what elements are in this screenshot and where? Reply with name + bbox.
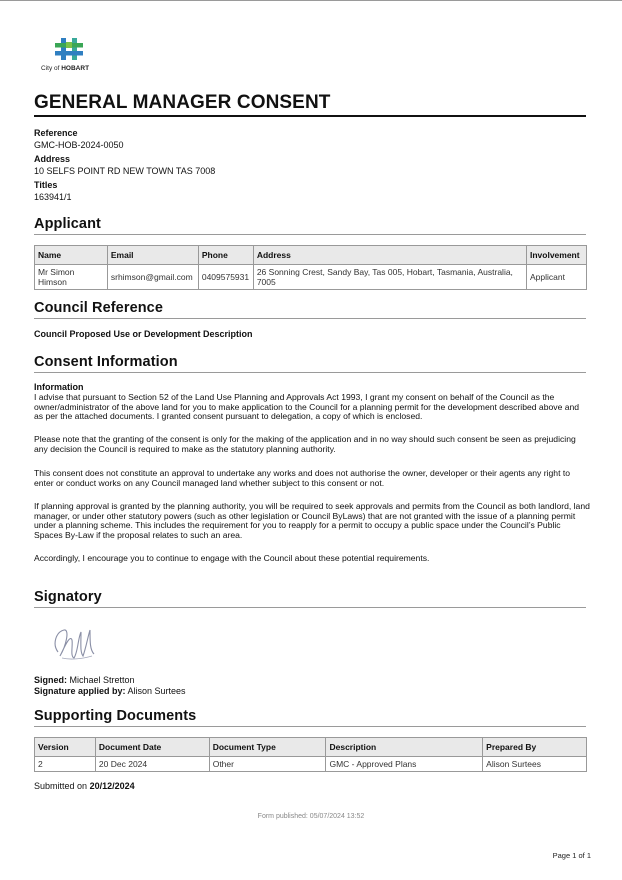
applied-value: Alison Surtees: [127, 686, 186, 696]
col-name: Name: [35, 246, 108, 265]
page-title: GENERAL MANAGER CONSENT: [34, 92, 586, 117]
applicant-table: [34, 245, 587, 290]
doc-type: Other: [209, 757, 326, 772]
doc-prepared-by: Alison Surtees: [483, 757, 587, 772]
logo-caption: [41, 65, 89, 72]
council-reference-heading: Council Reference: [34, 300, 586, 319]
council-reference-sub: Council Proposed Use or Development Description: [34, 329, 253, 339]
applicant-email: srhimson@gmail.com: [107, 265, 198, 290]
reference-label: Reference: [34, 128, 78, 138]
applicant-header-row: [35, 246, 587, 265]
consent-paragraph-5: Accordingly, I encourage you to continue to engage with the Council about these potential requirements.: [34, 553, 430, 563]
col-involvement: Involvement: [526, 246, 586, 265]
signed-label: Signed:: [34, 675, 67, 685]
consent-heading: Consent Information: [34, 354, 586, 373]
col-description: Description: [326, 738, 483, 757]
signed-value: Michael Stretton: [69, 675, 135, 685]
consent-paragraph-3: This consent does not constitute an approval to undertake any works and does not authorise the owner, developer or their agents any right to enter or conduct works on any Council managed land whether subject to this consent or not.: [34, 468, 571, 488]
titles-value: 163941/1: [34, 192, 72, 202]
col-address: Address: [253, 246, 526, 265]
top-rule: [0, 0, 622, 1]
address-label: Address: [34, 154, 71, 164]
applicant-name: Mr Simon Himson: [35, 265, 108, 290]
col-document-date: Document Date: [95, 738, 209, 757]
doc-date: 20 Dec 2024: [95, 757, 209, 772]
applied-label: Signature applied by:: [34, 686, 126, 696]
col-phone: Phone: [198, 246, 253, 265]
submitted-label: Submitted on: [34, 781, 88, 791]
signatory-heading: Signatory: [34, 589, 586, 608]
signature-applied-line: [34, 686, 186, 696]
information-label: Information: [34, 382, 84, 392]
signed-line: [34, 675, 135, 685]
table-row: [35, 265, 587, 290]
documents-header-row: [35, 738, 587, 757]
applicant-involvement: Applicant: [526, 265, 586, 290]
form-published: Form published: 05/07/2024 13:52: [257, 813, 365, 820]
logo-city-of: City of: [41, 65, 60, 72]
signature-image: [48, 622, 104, 668]
applicant-heading: Applicant: [34, 216, 586, 235]
titles-label: Titles: [34, 180, 58, 190]
applicant-phone: 0409575931: [198, 265, 253, 290]
submitted-date: 20/12/2024: [89, 781, 135, 791]
page-number: Page 1 of 1: [552, 851, 591, 860]
consent-paragraph-2: Please note that the granting of the consent is only for the making of the application and in no way should such consent be seen as prejudicing any decision the Council is required to make as the statutory planning authority.: [34, 434, 576, 454]
col-document-type: Document Type: [209, 738, 326, 757]
col-version: Version: [35, 738, 96, 757]
supporting-documents-heading: Supporting Documents: [34, 708, 586, 727]
col-email: Email: [107, 246, 198, 265]
submitted-line: [34, 781, 135, 791]
reference-value: GMC-HOB-2024-0050: [34, 140, 124, 150]
doc-description: GMC - Approved Plans: [326, 757, 483, 772]
doc-version: 2: [35, 757, 96, 772]
table-row: [35, 757, 587, 772]
supporting-documents-table: [34, 737, 587, 772]
address-value: 10 SELFS POINT RD NEW TOWN TAS 7008: [34, 166, 216, 176]
consent-paragraph-1: I advise that pursuant to Section 52 of the Land Use Planning and Approvals Act 1993, I grant my consent on behalf of the Council as the owner/administrator of the above land for you to make application to the Council for a planning permit for the development described above and as per the attached documents. I granted consent pursuant to delegation, a copy of which is enclosed.: [34, 392, 580, 422]
consent-paragraph-4: If planning approval is granted by the planning authority, you will be required to seek approvals and permits from the Council as both landlord, land manager, or under other statutory powers (such as other legislation or Council ByLaws) that are not granted with the issue of a planning permit under a planning scheme. This includes the requirement for you to reapply for a permit to occupy a public space under the Council’s Public Spaces By-Law if the proposal relates to such an area.: [34, 501, 590, 540]
logo-hobart: HOBART: [61, 65, 90, 72]
col-prepared-by: Prepared By: [483, 738, 587, 757]
applicant-address: 26 Sonning Crest, Sandy Bay, Tas 005, Hobart, Tasmania, Australia, 7005: [253, 265, 526, 290]
